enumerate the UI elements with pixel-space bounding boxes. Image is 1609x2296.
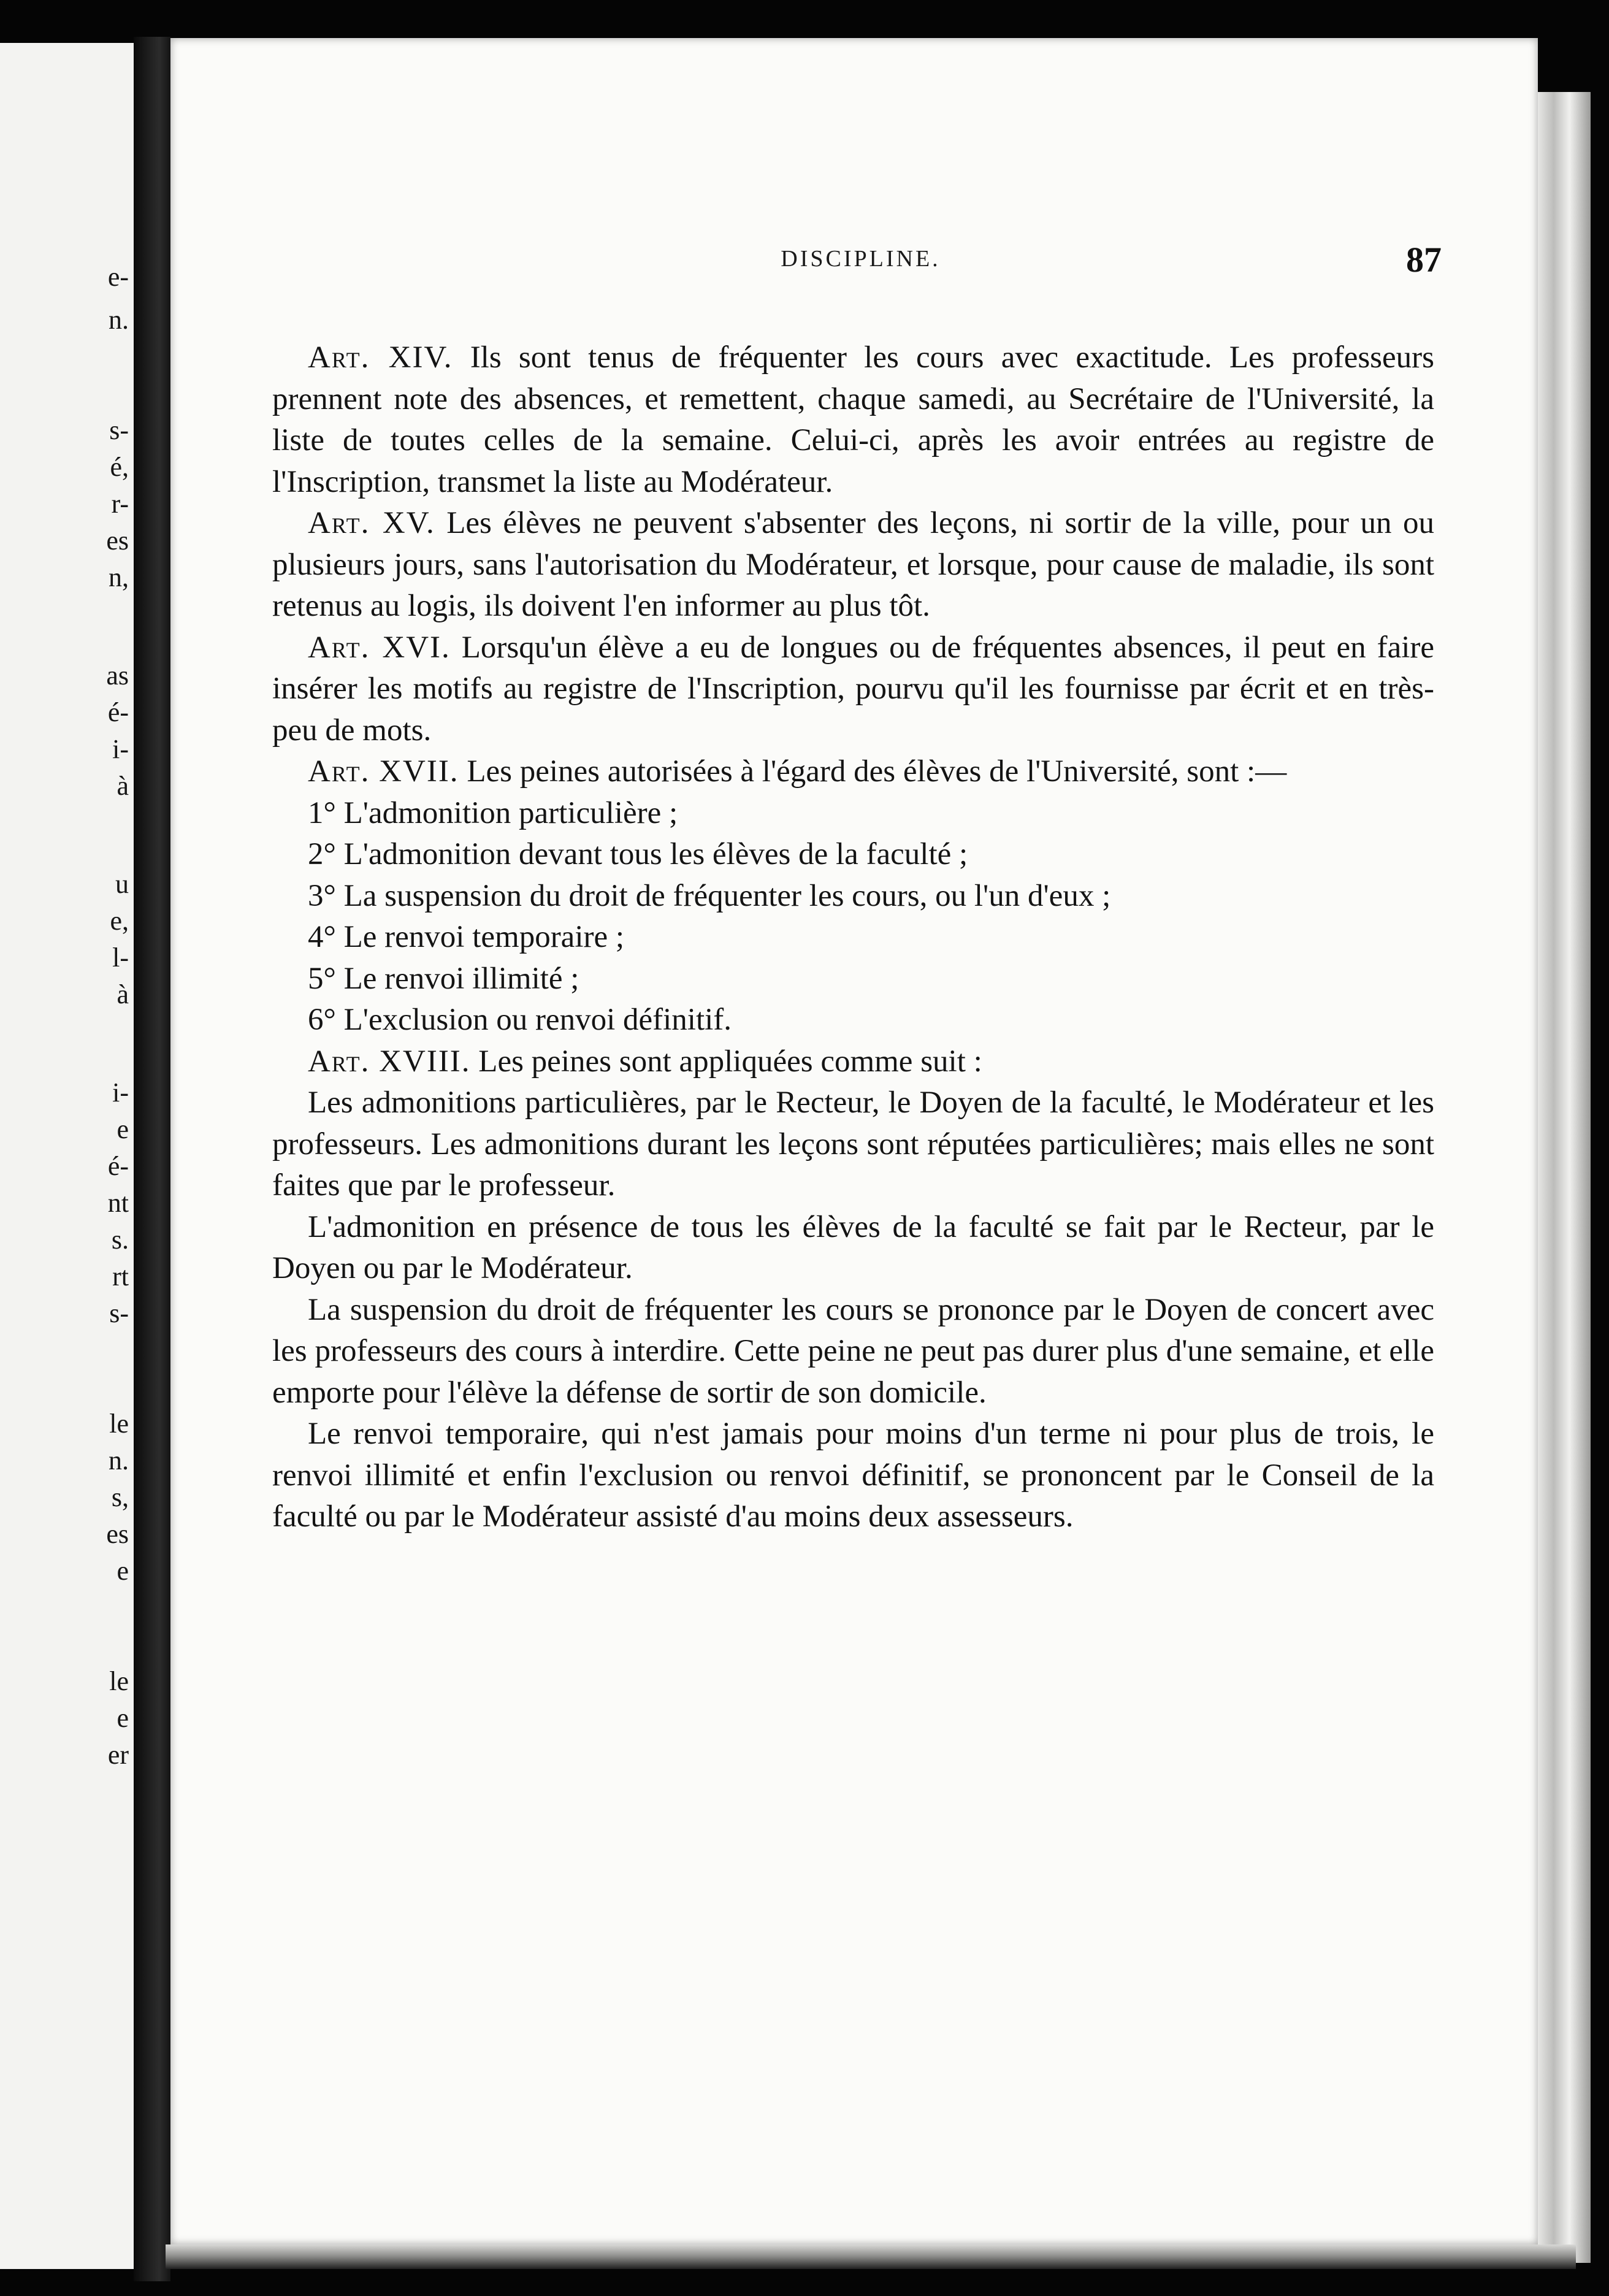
left-page-text-fragment: u bbox=[115, 869, 129, 899]
left-page-text-fragment: é- bbox=[107, 1151, 129, 1181]
left-page-text-fragment: n, bbox=[109, 562, 129, 592]
article-18-paragraph: Les admonitions particulières, par le Recteur, le Doyen de la faculté, le Modérateur et les professeurs. Les admonitions durant les leçons sont réputées particulières; mais elles ne sont faites que par le professeur. bbox=[272, 1085, 1434, 1203]
penalty-item: 2° L'admonition devant tous les élèves de la faculté ; bbox=[308, 837, 968, 871]
left-page-fragment bbox=[0, 43, 134, 2269]
left-page-text-fragment: r- bbox=[111, 489, 129, 519]
article-text: Les peines autorisées à l'égard des élèves de l'Université, sont :— bbox=[467, 754, 1287, 789]
left-page-text-fragment: le bbox=[109, 1666, 129, 1696]
left-page-text-fragment: le bbox=[109, 1409, 129, 1439]
left-page-text-fragment: à bbox=[117, 771, 129, 801]
left-page-text-fragment: es bbox=[106, 1519, 129, 1549]
left-page-text-fragment: e- bbox=[107, 262, 129, 292]
article-label: Art. XV. bbox=[308, 506, 435, 540]
left-page-text-fragment: à bbox=[117, 979, 129, 1009]
article-18-paragraph: Le renvoi temporaire, qui n'est jamais pour moins d'un terme ni pour plus de trois, le renvoi illimité et enfin l'exclusion ou renvoi définitif, se prononcent par le Conseil de la faculté ou par le Modérateur assisté d'au moins deux assesseurs. bbox=[272, 1417, 1434, 1534]
article-text: Ils sont tenus de fréquenter les cours avec exactitude. Les professeurs prennent note des absences, et remettent, chaque samedi, au Secrétaire de l'Université, la liste de toutes celles de la semaine. Celui-ci, après les avoir entrées au registre de l'Inscription, transmet la liste au Modérateur. bbox=[272, 340, 1434, 499]
left-page-text-fragment: e bbox=[117, 1556, 129, 1586]
penalty-item: 5° Le renvoi illimité ; bbox=[308, 961, 579, 996]
penalty-item: 6° L'exclusion ou renvoi définitif. bbox=[308, 1003, 732, 1037]
page bbox=[170, 38, 1538, 2244]
article-label: Art. XVIII. bbox=[308, 1044, 471, 1079]
left-page-text-fragment: er bbox=[107, 1740, 129, 1770]
penalty-item: 3° La suspension du droit de fréquenter les cours, ou l'un d'eux ; bbox=[308, 878, 1111, 913]
article-16 bbox=[272, 627, 1434, 752]
left-page-text-fragment: é, bbox=[110, 452, 129, 482]
article-text: Les élèves ne peuvent s'absenter des leçons, ni sortir de la ville, pour un ou plusieurs jours, sans l'autorisation du Modérateur, et lorsque, pour cause de maladie, ils sont retenus au logis, ils doivent l'en informer au plus tôt. bbox=[272, 506, 1435, 623]
left-page-text-fragment: s, bbox=[111, 1482, 129, 1512]
article-18 bbox=[272, 1041, 1434, 1083]
article-label: Art. XVII. bbox=[308, 754, 459, 789]
left-page-text-fragment: s. bbox=[111, 1225, 129, 1255]
left-page-text-fragment: rt bbox=[112, 1261, 129, 1292]
left-page-text-fragment: nt bbox=[107, 1188, 129, 1218]
left-page-text-fragment: as bbox=[106, 660, 129, 691]
left-page-text-fragment: é- bbox=[107, 697, 129, 727]
left-page-text-fragment: e, bbox=[110, 906, 129, 936]
article-18-paragraph: La suspension du droit de fréquenter les cours se prononce par le Doyen de concert avec les professeurs des cours à interdire. Cette peine ne peut pas durer plus d'une semaine, et elle emporte pour l'élève la défense de sortir de son domicile. bbox=[272, 1292, 1434, 1410]
article-18-paragraph: L'admonition en présence de tous les élèves de la faculté se fait par le Recteur, par le Doyen ou par le Modérateur. bbox=[272, 1209, 1434, 1285]
left-page-text-fragment: n. bbox=[109, 1445, 129, 1475]
running-title: DISCIPLINE. bbox=[781, 246, 941, 272]
article-14 bbox=[272, 337, 1434, 503]
left-page-text-fragment: n. bbox=[109, 305, 129, 335]
left-page-text-fragment: i- bbox=[112, 734, 129, 764]
running-head bbox=[280, 240, 1442, 288]
article-label: Art. XIV. bbox=[308, 340, 453, 375]
left-page-text-fragment: l- bbox=[112, 943, 129, 973]
penalty-item: 1° L'admonition particulière ; bbox=[308, 795, 678, 830]
article-text: Les peines sont appliquées comme suit : bbox=[478, 1044, 982, 1079]
left-page-text-fragment: e bbox=[117, 1703, 129, 1733]
left-page-text-fragment: es bbox=[106, 526, 129, 556]
article-label: Art. XVI. bbox=[308, 630, 451, 665]
left-page-text-fragment: s- bbox=[109, 415, 129, 445]
left-page-text-fragment: i- bbox=[112, 1077, 129, 1108]
page-edge-right bbox=[1538, 92, 1591, 2263]
page-edge-bottom bbox=[166, 2244, 1576, 2269]
page-number: 87 bbox=[1406, 240, 1442, 280]
article-15 bbox=[272, 503, 1434, 627]
article-text: Lorsqu'un élève a eu de longues ou de fréquentes absences, il peut en faire insérer les motifs au registre de l'Inscription, pourvu qu'il les fournisse par écrit et en très-peu de mots. bbox=[272, 630, 1434, 748]
body-text bbox=[272, 337, 1434, 1538]
left-page-text-fragment: s- bbox=[109, 1298, 129, 1328]
penalty-item: 4° Le renvoi temporaire ; bbox=[308, 920, 625, 954]
left-page-text-fragment: e bbox=[117, 1114, 129, 1144]
book-gutter bbox=[134, 37, 170, 2281]
article-17 bbox=[272, 751, 1434, 793]
